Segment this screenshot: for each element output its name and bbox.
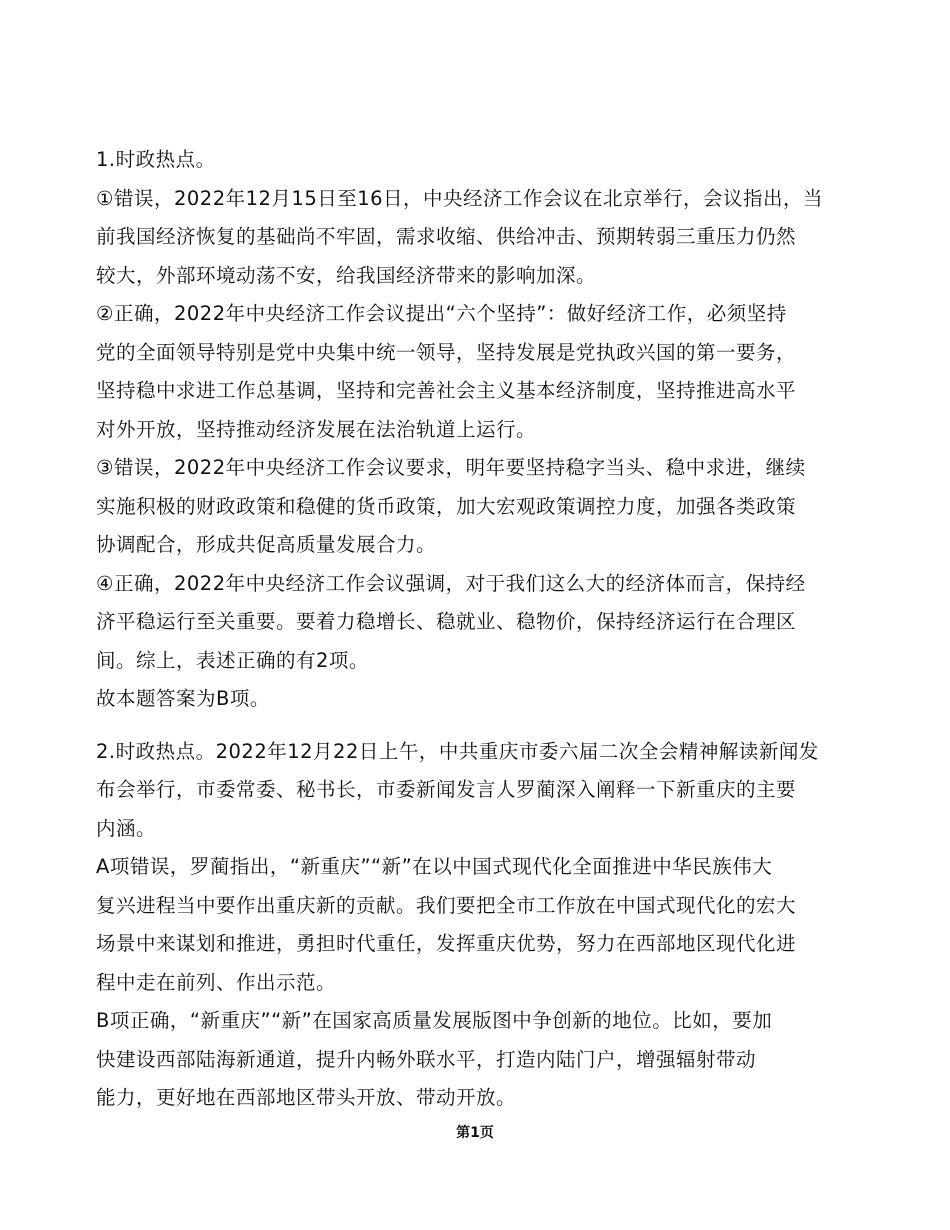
paragraph-line: B项正确，“新重庆”“新”在国家高质量发展版图中争创新的地位。比如，要加 (96, 1009, 773, 1032)
paragraph-line: 协调配合，形成共促高质量发展合力。 (96, 533, 437, 556)
paragraph-line: 快建设西部陆海新通道，提升内畅外联水平，打造内陆门户，增强辐射带动 (96, 1047, 757, 1071)
paragraph-line: 内涵。 (96, 816, 157, 840)
paragraph-line: 济平稳运行至关重要。要着力稳增长、稳就业、稳物价，保持经济运行在合理区 (96, 610, 797, 633)
section-2-option-a (96, 848, 876, 1002)
paragraph-line: 布会举行，市委常委、秘书长，市委新闻发言人罗蔺深入阐释一下新重庆的主要 (96, 778, 797, 801)
paragraph-line: 对外开放，坚持推动经济发展在法治轨道上运行。 (96, 417, 537, 441)
paragraph-line: ③错误，2022年中央经济工作会议要求，明年要坚持稳字当头、稳中求进，继续 (96, 456, 806, 479)
paragraph-line: 前我国经济恢复的基础尚不牢固，需求收缩、供给冲击、预期转弱三重压力仍然 (96, 225, 797, 248)
section-1-item-4 (96, 565, 876, 681)
section-2-option-b (96, 1002, 876, 1118)
section-1-item-1 (96, 180, 876, 296)
section-1-item-3 (96, 449, 876, 565)
paragraph-line: 较大，外部环境动荡不安，给我国经济带来的影响加深。 (96, 263, 597, 287)
paragraph-line: 场景中来谋划和推进，勇担时代重任，发挥重庆优势，努力在西部地区现代化进 (96, 932, 797, 955)
section-1-answer: 故本题答案为B项。 (96, 687, 270, 710)
page-number: 第1页 (456, 1125, 494, 1141)
paragraph-line: 坚持稳中求进工作总基调，坚持和完善社会主义基本经济制度，坚持推进高水平 (96, 379, 797, 402)
section-2-intro (96, 733, 876, 849)
paragraph-line: 2.时政热点。2022年12月22日上午，中共重庆市委六届二次全会精神解读新闻发 (96, 739, 819, 763)
section-1 (96, 141, 876, 719)
paragraph-line: 党的全面领导特别是党中央集中统一领导，坚持发展是党执政兴国的第一要务， (96, 340, 797, 364)
paragraph-line: 程中走在前列、作出示范。 (96, 970, 337, 994)
section-divider (96, 719, 876, 733)
paragraph-line: ④正确，2022年中央经济工作会议强调，对于我们这么大的经济体而言，保持经 (96, 571, 806, 595)
section-1-item-2 (96, 295, 876, 449)
paragraph-line: 复兴进程当中要作出重庆新的贡献。我们要把全市工作放在中国式现代化的宏大 (96, 893, 797, 917)
paragraph-line: 能力，更好地在西部地区带头开放、带动开放。 (96, 1086, 517, 1109)
paragraph-line: ①错误，2022年12月15日至16日，中央经济工作会议在北京举行，会议指出，当 (96, 186, 824, 210)
paragraph-line: 间。综上，表述正确的有2项。 (96, 648, 369, 672)
paragraph-line: ②正确，2022年中央经济工作会议提出“六个坚持”：做好经济工作，必须坚持 (96, 302, 787, 325)
section-2 (96, 733, 876, 1118)
paragraph-line: A项错误，罗蔺指出，“新重庆”“新”在以中国式现代化全面推进中华民族伟大 (96, 855, 773, 878)
paragraph-line: 实施积极的财政政策和稳健的货币政策，加大宏观政策调控力度，加强各类政策 (96, 494, 797, 518)
section-1-heading: 1.时政热点。 (96, 148, 216, 171)
document-body (96, 141, 876, 1118)
